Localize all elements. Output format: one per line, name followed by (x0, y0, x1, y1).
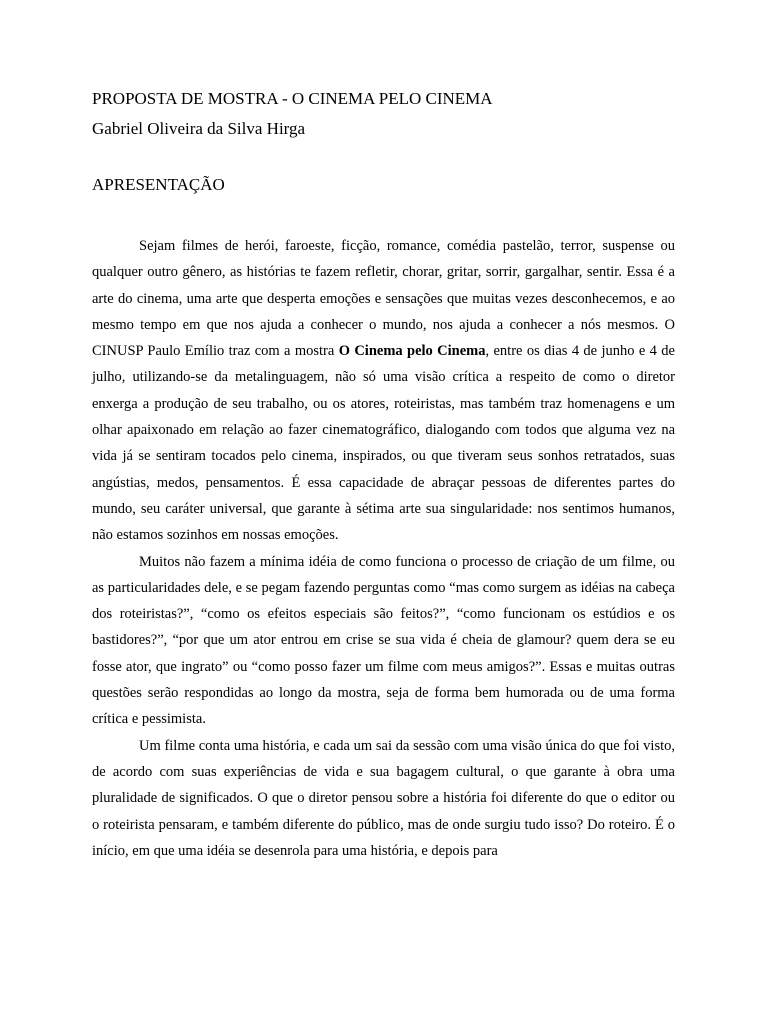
paragraph-1-bold-title: O Cinema pelo Cinema (338, 343, 486, 360)
paragraph-3: Um filme conta uma história, e cada um sai da sessão com uma visão única do que foi visto, de acordo com suas experiências de vida e sua bagagem cultural, o que garante à obra uma pluralidade de significados. O que o diretor pensou sobre a história foi diferente do que o editor ou o roteirista pensaram, e também diferente do público, mas de onde surgiu tudo isso? Do roteiro. É o início, em que uma idéia se desenrola para uma história, e depois para (92, 737, 675, 859)
body-text (92, 233, 675, 864)
paragraph-1-part-2: , entre os dias 4 de junho e 4 de julho, utilizando-se da metalinguagem, não só uma visão crítica a respeito de como o diretor enxerga a produção de seu trabalho, ou os atores, roteiristas, mas também traz homenagens e um olhar apaixonado em relação ao fazer cinematográfico, dialogando com todos que alguma vez na vida já se sentiram tocados pelo cinema, inspirados, ou que tiveram seus sonhos retratados, suas angústias, medos, pensamentos. É essa capacidade de abraçar pessoas de diferentes partes do mundo, seu caráter universal, que garante à sétima arte sua singularidade: nos sentimos humanos, não estamos sozinhos em nossas emoções. (92, 343, 675, 544)
document-page (92, 86, 675, 864)
paragraph-1-part-1: Sejam filmes de herói, faroeste, ficção, romance, comédia pastelão, terror, suspense ou qualquer outro gênero, as histórias te fazem refletir, chorar, gritar, sorrir, gargalhar, sentir. Essa é a arte do cinema, uma arte que desperta emoções e sensações que muitas vezes desconhecemos, e ao mesmo tempo em que nos ajuda a conhecer o mundo, nos ajuda a conhecer a nós mesmos. O CINUSP Paulo Emílio traz com a mostra (92, 238, 675, 360)
author-name: Gabriel Oliveira da Silva Hirga (92, 119, 306, 138)
paragraph-1 (92, 233, 675, 549)
document-title: PROPOSTA DE MOSTRA - O CINEMA PELO CINEMA (92, 89, 493, 108)
section-heading: APRESENTAÇÃO (92, 175, 225, 194)
paragraph-2: Muitos não fazem a mínima idéia de como funciona o processo de criação de um filme, ou as particularidades dele, e se pegam fazendo perguntas como “mas como surgem as idéias na cabeça dos roteiristas?”, “como os efeitos especiais são feitos?”, “como funcionam os estúdios e os bastidores?”, “por que um ator entrou em crise se sua vida é cheia de glamour? quem dera se eu fosse ator, que ingrato” ou “como posso fazer um filme com meus amigos?”. Essas e muitas outras questões serão respondidas ao longo da mostra, seja de forma bem humorada ou de uma forma crítica e pessimista. (92, 553, 675, 728)
